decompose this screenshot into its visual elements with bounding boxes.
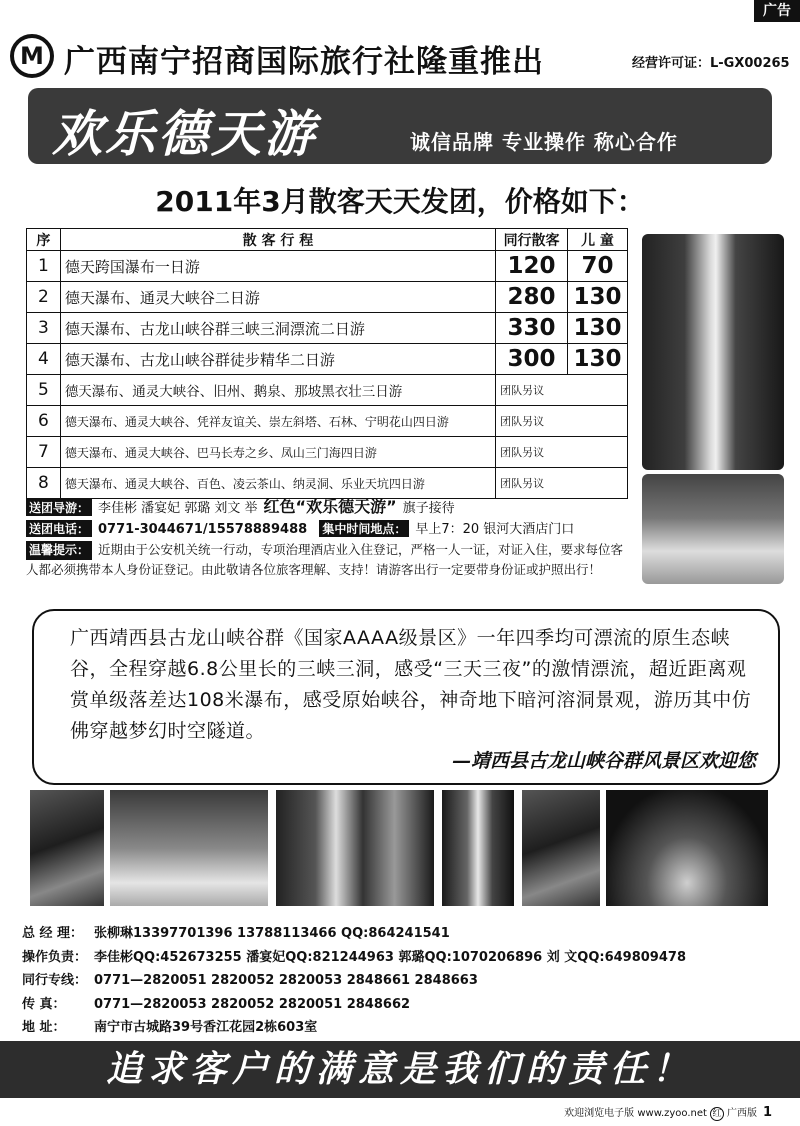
contact-key: 传 真：: [22, 996, 66, 1012]
banner: [28, 88, 772, 164]
row-note: 团队另议: [496, 437, 628, 468]
row-child-price: 130: [568, 282, 628, 313]
guide-line: [26, 494, 628, 517]
scenery-photo-1: [30, 790, 104, 906]
contact-row: [22, 969, 792, 993]
contact-key: 总 经 理：: [22, 926, 84, 941]
red-circle-icon: 红: [710, 1107, 724, 1121]
table-row: [27, 406, 628, 437]
header-route: 散 客 行 程: [60, 229, 495, 251]
row-number: 6: [27, 406, 61, 437]
header: [6, 30, 796, 80]
contact-row: [22, 946, 792, 970]
contact-value: 南宁市古城路39号香江花园2栋603室: [94, 1020, 318, 1035]
row-route: 德天跨国瀑布一日游: [60, 251, 495, 282]
guide-label: 送团导游：: [26, 499, 92, 516]
scenery-photo-5: [522, 790, 600, 906]
guide-tail: 旗子接待: [402, 501, 455, 516]
row-note: 团队另议: [496, 375, 628, 406]
row-route: 德天瀑布、通灵大峡谷、凭祥友谊关、崇左斜塔、石林、宁明花山四日游: [60, 406, 495, 437]
row-adult-price: 330: [496, 313, 568, 344]
row-child-price: 130: [568, 344, 628, 375]
company-name: 广西南宁招商国际旅行社隆重推出: [64, 44, 544, 80]
contact-list: [22, 922, 792, 1040]
waterfall-photo: [642, 234, 784, 470]
contact-value: 李佳彬QQ:452673255 潘宴妃QQ:821244963 郭璐QQ:1070206896 刘 文QQ:649809478: [94, 949, 686, 965]
table-row: [27, 282, 628, 313]
ad-tag: 广告: [754, 0, 800, 22]
scenic-description: [32, 609, 780, 785]
table-row: [27, 313, 628, 344]
scenery-photo-4: [442, 790, 514, 906]
scenery-photo-2: [110, 790, 268, 906]
row-child-price: 70: [568, 251, 628, 282]
guide-names: 李佳彬 潘宴妃 郭璐 刘文 举: [98, 501, 258, 516]
row-number: 8: [27, 468, 61, 499]
row-number: 4: [27, 344, 61, 375]
phone-line: [26, 518, 628, 537]
contact-value: 张柳琳13397701396 13788113466 QQ:864241541: [94, 926, 450, 941]
notice: [26, 540, 628, 602]
row-adult-price: 300: [496, 344, 568, 375]
row-route: 德天瀑布、通灵大峡谷、百色、凌云茶山、纳灵洞、乐业天坑四日游: [60, 468, 495, 499]
header-adult: 同行散客: [496, 229, 568, 251]
tour-price-table: [26, 228, 628, 499]
row-number: 2: [27, 282, 61, 313]
table-row: [27, 344, 628, 375]
banner-title: 欢乐德天游: [52, 104, 317, 163]
logo-letter: M: [20, 42, 44, 70]
header-number: 序: [27, 229, 61, 251]
notice-text: 近期由于公安机关统一行动，专项治理酒店业入住登记，严格一人一证，对证入住，要求每位客人都必须携带本人身份证登记。由此敬请各位旅客理解、支持！请游客出行一定要带身份证或护照出行！: [26, 542, 624, 577]
license-number: 经营许可证：L-GX00265: [632, 56, 790, 71]
phone-label: 送团电话：: [26, 520, 92, 537]
contact-key: 地 址：: [22, 1020, 66, 1035]
rafting-photo: [642, 474, 784, 584]
contact-row: [22, 1016, 792, 1040]
row-route: 德天瀑布、通灵大峡谷、巴马长寿之乡、凤山三门海四日游: [60, 437, 495, 468]
page-number: 1: [762, 1105, 772, 1120]
page-footer: [564, 1104, 772, 1121]
row-number: 1: [27, 251, 61, 282]
footer-edition: 广西版: [726, 1108, 757, 1119]
banner-slogan: 诚信品牌 专业操作 称心合作: [410, 130, 678, 154]
table-row: [27, 251, 628, 282]
footer-website: 欢迎浏览电子版 www.zyoo.net: [564, 1108, 707, 1119]
description-text: 广西靖西县古龙山峡谷群《国家AAAA级景区》一年四季均可漂流的原生态峡谷，全程穿越6.8公里长的三峡三洞，感受“三天三夜”的激情漂流，超近距离观赏单级落差达108米瀑布，感受原始峡谷，神奇地下暗河溶洞景观，游历其中仿佛穿越梦幻时空隧道。: [70, 627, 752, 742]
contact-value: 0771—2820053 2820052 2820051 2848662: [94, 996, 411, 1012]
header-child: 儿 童: [568, 229, 628, 251]
row-adult-price: 280: [496, 282, 568, 313]
contact-row: [22, 922, 792, 946]
row-number: 7: [27, 437, 61, 468]
phone-number: 0771-3044671/15578889488: [98, 522, 308, 537]
scenery-photo-3: [276, 790, 434, 906]
row-note: 团队另议: [496, 406, 628, 437]
contact-key: 操作负责：: [22, 949, 88, 965]
table-row: [27, 375, 628, 406]
row-number: 5: [27, 375, 61, 406]
row-route: 德天瀑布、通灵大峡谷、旧州、鹅泉、那坡黑衣壮三日游: [60, 375, 495, 406]
row-route: 德天瀑布、通灵大峡谷二日游: [60, 282, 495, 313]
scenery-photo-6: [606, 790, 768, 906]
row-number: 3: [27, 313, 61, 344]
notice-label: 温馨提示：: [26, 541, 92, 560]
description-signature: —靖西县古龙山峡谷群风景区欢迎您: [451, 750, 756, 772]
row-child-price: 130: [568, 313, 628, 344]
contact-key: 同行专线：: [22, 973, 88, 988]
meet-place: 早上7：20 银河大酒店门口: [415, 522, 575, 537]
row-note: 团队另议: [496, 468, 628, 499]
brand-flag: 红色“欢乐德天游”: [263, 497, 397, 516]
row-adult-price: 120: [496, 251, 568, 282]
row-route: 德天瀑布、古龙山峡谷群徒步精华二日游: [60, 344, 495, 375]
company-logo-icon: [10, 34, 54, 78]
contact-value: 0771—2820051 2820052 2820053 2848661 2848663: [94, 973, 478, 988]
meet-label: 集中时间地点：: [319, 520, 409, 537]
row-route: 德天瀑布、古龙山峡谷群三峡三洞漂流二日游: [60, 313, 495, 344]
price-subtitle: 2011年3月散客天天发团，价格如下：: [155, 185, 645, 218]
footer-slogan: 追求客户的满意是我们的责任！: [0, 1041, 800, 1098]
table-header-row: [27, 229, 628, 251]
table-row: [27, 437, 628, 468]
contact-row: [22, 993, 792, 1017]
